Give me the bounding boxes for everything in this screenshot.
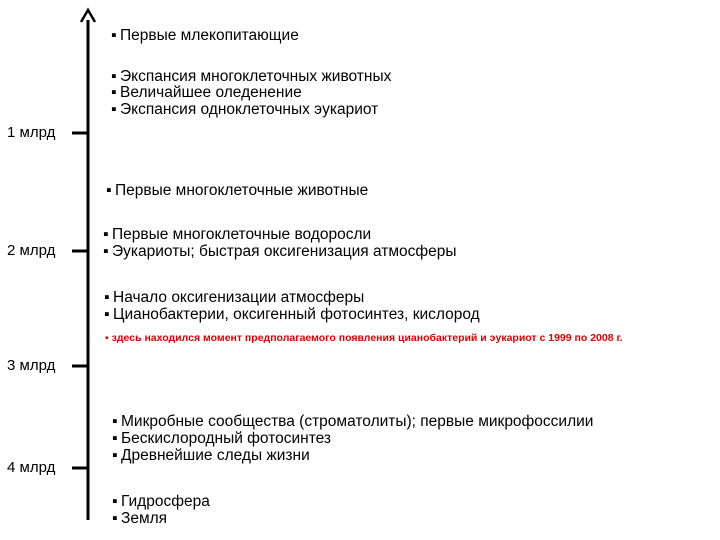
event-label: Первые многоклеточные водоросли xyxy=(112,226,372,243)
bullet-icon: ▪ xyxy=(106,182,112,199)
event-label: Экспансия многоклеточных животных xyxy=(120,68,392,85)
bullet-icon: ▪ xyxy=(111,84,117,101)
event-label: Микробные сообщества (строматолиты); первые микрофоссилии xyxy=(121,413,594,430)
event-label: Начало оксигенизации атмосферы xyxy=(113,289,365,306)
bullet-icon: ▪ xyxy=(111,27,117,44)
bullet-icon: ▪ xyxy=(112,430,118,447)
tick-label-2: 2 млрд xyxy=(7,242,56,259)
bullet-icon: ▪ xyxy=(104,306,110,323)
event-multicellular-expansion xyxy=(111,68,391,85)
bullet-icon: ▪ xyxy=(104,289,110,306)
event-label: Первые млекопитающие xyxy=(120,27,299,44)
event-cyanobacteria xyxy=(104,306,480,323)
event-label: Бескислородный фотосинтез xyxy=(121,430,332,447)
event-label: Земля xyxy=(121,510,168,527)
event-hydrosphere xyxy=(112,493,210,510)
note-text: здесь находился момент предполагаемого появления цианобактерий и эукариот с 1999 по 2008 г. xyxy=(111,332,623,344)
tick-label-3: 3 млрд xyxy=(7,357,56,374)
event-label: Эукариоты; быстрая оксигенизация атмосферы xyxy=(112,243,457,260)
event-anoxygenic-photosynthesis xyxy=(112,430,331,447)
event-label: Цианобактерии, оксигенный фотосинтез, кислород xyxy=(113,306,480,323)
note-red xyxy=(105,332,623,345)
tick-label-4: 4 млрд xyxy=(7,459,56,476)
event-first-multicellular-algae xyxy=(103,226,371,243)
bullet-icon: ▪ xyxy=(112,413,118,430)
event-first-mammals xyxy=(111,27,299,44)
event-first-multicellular-animals xyxy=(106,182,368,199)
bullet-icon: ▪ xyxy=(103,243,109,260)
event-label: Древнейшие следы жизни xyxy=(121,447,310,464)
bullet-icon: ▪ xyxy=(112,447,118,464)
event-label: Гидросфера xyxy=(121,493,210,510)
event-microbial-communities xyxy=(112,413,593,430)
event-earth xyxy=(112,510,167,527)
event-eukaryotes-oxygenation xyxy=(103,243,457,260)
bullet-icon: ▪ xyxy=(111,68,117,85)
tick-label-1: 1 млрд xyxy=(7,124,56,141)
event-label: Первые многоклеточные животные xyxy=(115,182,369,199)
event-great-glaciation xyxy=(111,84,302,101)
note-bullet-icon: ▪ xyxy=(105,332,109,344)
event-label: Величайшее оледенение xyxy=(120,84,302,101)
bullet-icon: ▪ xyxy=(111,101,117,118)
event-oldest-life-traces xyxy=(112,447,310,464)
event-unicellular-eukaryote-expansion xyxy=(111,101,378,118)
event-oxygenation-start xyxy=(104,289,364,306)
bullet-icon: ▪ xyxy=(112,493,118,510)
bullet-icon: ▪ xyxy=(112,510,118,527)
event-label: Экспансия одноклеточных эукариот xyxy=(120,101,379,118)
bullet-icon: ▪ xyxy=(103,226,109,243)
